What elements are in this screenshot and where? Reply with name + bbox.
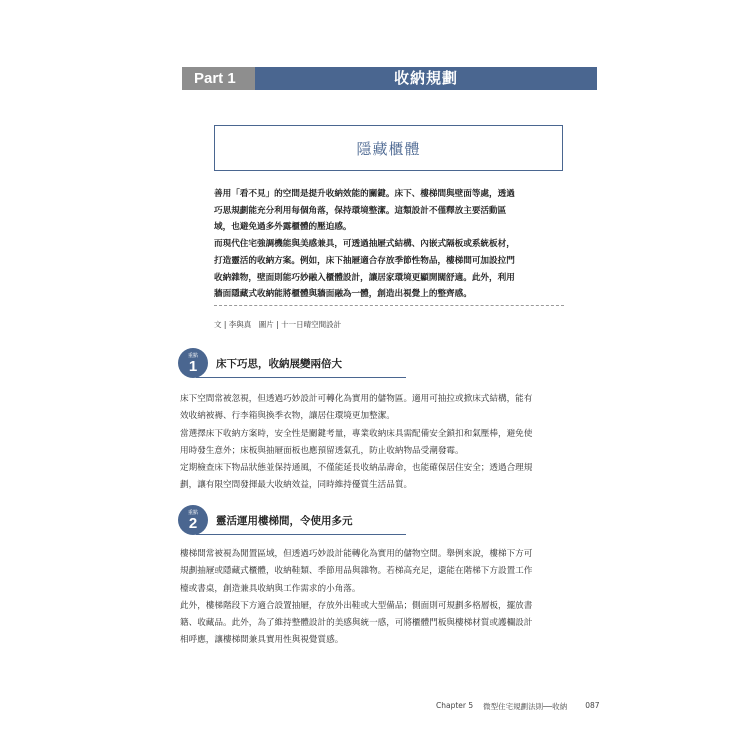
body-line: 樓梯間常被視為閒置區域，但透過巧妙設計能轉化為實用的儲物空間。舉例來說，樓梯下方可	[180, 549, 533, 559]
body-line: 檯或書桌，創造兼具收納與工作需求的小角落。	[180, 583, 361, 594]
badge-label: 重點	[187, 509, 198, 516]
article-title-box	[214, 125, 563, 171]
section-body-2	[180, 546, 596, 650]
body-line: 當選擇床下收納方案時，安全性是關鍵考量，專業收納床具需配備安全鎖扣和氣壓棒，避免使	[180, 428, 533, 439]
intro-line: 巧思規劃能充分利用每個角落，保持環境整潔。這類設計不僅釋放主要活動區	[214, 205, 507, 216]
section-title: 靈活運用樓梯間，令使用多元	[216, 514, 353, 527]
intro-line: 打造靈活的收納方案。例如，床下抽屜適合存放季節性物品，樓梯間可加設拉門	[214, 255, 515, 266]
badge-number: 1	[188, 357, 198, 375]
body-line: 籍、收藏品。此外，為了維持整體設計的美感與統一感，可將櫃體門板與樓梯材質或護欄設計	[180, 618, 533, 629]
section-body-1	[180, 391, 596, 495]
body-line: 劃，讓有限空間發揮最大收納效益，同時維持優質生活品質。	[180, 480, 413, 491]
body-line: 此外，樓梯階段下方適合設置抽屜，存放外出鞋或大型備品；側面則可規劃多格層板，擺放書	[180, 600, 533, 611]
section-title: 床下巧思，收納展變兩倍大	[216, 357, 342, 370]
section-badge	[178, 348, 208, 378]
footer-chapter: Chapter 5	[436, 701, 474, 710]
dashed-divider	[214, 305, 564, 306]
section-heading-1	[178, 348, 342, 378]
body-line: 規劃抽屜或隱藏式櫃體，收納鞋類、季節用品與雜物。若梯高充足，還能在階梯下方設置工作	[180, 566, 533, 577]
part-header	[182, 67, 597, 90]
body-line: 相呼應，讓樓梯間兼具實用性與視覺質感。	[180, 635, 344, 646]
intro-line: 牆面隱藏式收納能將櫃體與牆面融為一體，創造出視覺上的整齊感。	[214, 289, 472, 300]
page-footer	[436, 701, 600, 712]
page-number: 087	[585, 701, 600, 710]
body-line: 用時發生意外；床板與抽屜面板也應預留透氣孔，防止收納物品受潮發霉。	[180, 445, 464, 456]
section-underline	[196, 534, 406, 535]
body-line: 效收納被褥、行李箱與換季衣物，讓居住環境更加整潔。	[180, 411, 395, 422]
badge-number: 2	[188, 514, 198, 532]
intro-line: 域，也避免過多外露櫃體的壓迫感。	[214, 222, 352, 233]
footer-chapter-title: 微型住宅規劃法則──收納	[483, 702, 568, 711]
badge-label: 重點	[187, 352, 198, 359]
part-title: 收納規劃	[255, 67, 597, 90]
body-line: 床下空間常被忽視，但透過巧妙設計可轉化為實用的儲物區。適用可抽拉或掀床式結構，能有	[180, 394, 533, 404]
intro-line: 善用「看不見」的空間是提升收納效能的關鍵。床下、樓梯間與壁面等處，透過	[214, 189, 515, 199]
credit-line: 文 | 李與真 圖片 | 十一日晴空間設計	[214, 320, 342, 329]
intro-line: 收納雜物，壁面則能巧妙融入櫃體設計，讓居家環境更顯開闊舒適。此外，利用	[214, 272, 515, 283]
section-underline	[196, 377, 406, 378]
intro-line: 而現代住宅強調機能與美感兼具，可透過抽屜式結構、內嵌式隔板或系統板材，	[214, 239, 515, 250]
article-title: 隱藏櫃體	[356, 139, 421, 158]
part-label: Part 1	[182, 67, 255, 90]
body-line: 定期檢查床下物品狀態並保持通風，不僅能延長收納品壽命，也能確保居住安全；透過合理規	[180, 463, 533, 474]
intro-paragraph	[214, 186, 564, 303]
section-badge	[178, 505, 208, 535]
section-heading-2	[178, 505, 353, 535]
